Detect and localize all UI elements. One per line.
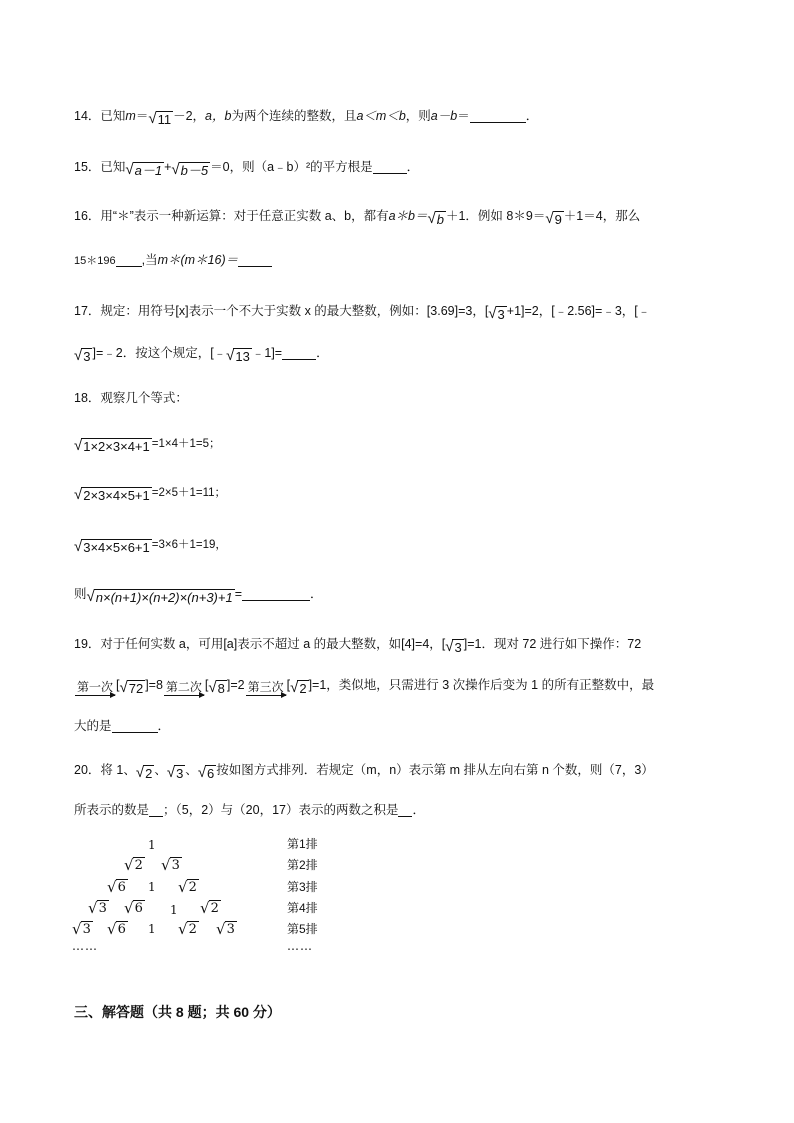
tri-r2-1: √ 2 (124, 856, 143, 874)
q17-text-3: ]=﹣2．按这个规定，[﹣ (92, 346, 227, 360)
question-19-line-1: 19．对于任何实数 a，可用[a]表示不超过 a 的最大整数，如[4]=4，[ √ 3 ]=1．现对 72 进行如下操作：72 (74, 637, 642, 655)
tri-r3-2: 1 (148, 880, 156, 894)
q15-end: ． (406, 160, 420, 174)
q14-tail: ＝ (457, 109, 470, 123)
q14-prefix: 14．已知 (74, 109, 126, 123)
q16-text: 16．用“＊”表示一种新运算：对于任意正实数 a、b，都有 (74, 209, 389, 223)
q18-answer-blank[interactable] (242, 586, 310, 601)
q14-sqrt: √ 11 (148, 110, 172, 127)
q14-expr: a－b (430, 109, 458, 123)
question-17-line-2 (74, 342, 329, 364)
q15-plus: + (164, 160, 172, 174)
q17-sqrt-3: √ 3 (488, 305, 505, 322)
q19-answer-blank[interactable] (112, 718, 158, 733)
tri-r3-1: √ 6 (107, 878, 126, 896)
tri-r2-2: √ 3 (161, 856, 180, 874)
tri-ellipsis-left: …… (72, 939, 98, 953)
q17-end: ． (316, 346, 329, 360)
q15-answer-blank[interactable] (373, 159, 407, 174)
q16-expr-1: 15＊196 (74, 255, 116, 267)
question-19-line-2: 第一次 [ √ 72 ]=8 第二次 [ √ 8 ]=2 第三次 [ √ 2 ]=1，类似地，只需进行 3 次操作后变为 1 的所有正整数中，最 (76, 678, 655, 696)
q15-sqrt-1: √ a－1 (125, 161, 163, 178)
row-label-ellipsis: …… (287, 939, 313, 953)
q16-text-2: ,当 (141, 253, 158, 267)
q16-def-tail: ＋1．例如 8＊9＝ (445, 209, 546, 223)
q17-text-4: ﹣1]= (251, 346, 283, 360)
q15-text: ＝0，则（a﹣b）²的平方根是 (210, 160, 373, 174)
q20-answer-blank-1[interactable] (149, 802, 163, 817)
q20-answer-blank-2[interactable] (398, 802, 412, 817)
q15-prefix: 15．已知 (74, 160, 126, 174)
q14-var-m: m (125, 109, 136, 123)
q14-ineq: a＜m＜b (356, 109, 406, 123)
q19-step-3-arrow: 第三次 (247, 680, 284, 694)
q14-text2: ，则 (405, 109, 431, 123)
q14-end: ． (525, 109, 539, 123)
tri-r4-2: √ 6 (124, 899, 143, 917)
q17-answer-blank[interactable] (282, 345, 316, 360)
q18-equation-4: 则 √ n×(n+1)×(n+2)×(n+3)+1 = ． (74, 587, 323, 605)
q16-sqrt-9: √ 9 (545, 210, 562, 227)
q15-sqrt-2: √ b－5 (171, 161, 209, 178)
question-14 (74, 105, 538, 127)
q16-def: a＊b＝ (388, 209, 428, 223)
tri-r5-3: 1 (148, 922, 156, 936)
q18-equation-1: √ 1×2×3×4+1 =1×4＋1=5； (74, 437, 221, 454)
row-label-2: 第2排 (287, 858, 318, 872)
q17-text-1: 17．规定：用符号[x]表示一个不大于实数 x 的最大整数，例如：[3.69]=3，[ (74, 304, 489, 318)
q16-answer-blank-2[interactable] (238, 252, 272, 267)
question-15 (74, 156, 419, 178)
q14-text1: 为两个连续的整数，且 (231, 109, 357, 123)
q16-expr-2: m＊(m＊16)＝ (157, 253, 239, 267)
q14-ab: a，b (205, 109, 232, 123)
row-label-5: 第5排 (287, 922, 318, 936)
row-label-4: 第4排 (287, 901, 318, 915)
q16-answer-blank-1[interactable] (116, 252, 142, 267)
question-17-line-1 (74, 300, 650, 322)
q14-mid: －2， (173, 109, 206, 123)
q17-sqrt-13: √ 13 (226, 347, 250, 364)
q17-text-2: +1]=2，[﹣2.56]=﹣3，[﹣ (506, 304, 651, 318)
question-16-line-2 (74, 249, 272, 272)
q19-step-1-arrow: 第一次 (76, 680, 113, 694)
q18-equation-3: √ 3×4×5×6+1 =3×6＋1=19， (74, 538, 227, 555)
tri-r4-4: √ 2 (200, 899, 219, 917)
question-19-line-3: 大的是 ． (74, 719, 171, 733)
tri-r5-2: √ 6 (107, 920, 126, 938)
q14-eq: ＝ (135, 109, 149, 123)
q14-answer-blank[interactable] (470, 108, 526, 123)
q18-equation-2: √ 2×3×4×5+1 =2×5＋1=11； (74, 486, 227, 503)
question-18-title: 18．观察几个等式： (74, 391, 188, 405)
tri-r5-4: √ 2 (178, 920, 197, 938)
tri-r1-1: 1 (148, 838, 156, 852)
tri-r5-1: √ 3 (72, 920, 91, 938)
tri-r4-3: 1 (170, 903, 178, 917)
q17-sqrt-3b: √ 3 (74, 347, 91, 364)
section-heading: 三、解答题（共 8 题；共 60 分） (74, 1004, 281, 1020)
row-label-1: 第1排 (287, 837, 318, 851)
tri-r4-1: √ 3 (88, 899, 107, 917)
question-20-line-1: 20．将 1、 √ 2 、 √ 3 、 √ 6 按如图方式排列．若规定（m，n）表示第 m 排从左向右第 n 个数，则（7，3） (74, 763, 654, 781)
question-16-line-1 (74, 205, 640, 227)
tri-r3-3: √ 2 (178, 878, 197, 896)
q16-example-tail: ＋1＝4，那么 (563, 209, 641, 223)
tri-r5-5: √ 3 (216, 920, 235, 938)
question-20-line-2: 所表示的数是 ；（5，2）与（20，17）表示的两数之积是 ． (74, 803, 425, 817)
q16-sqrt-b: √ b (427, 210, 444, 227)
row-label-3: 第3排 (287, 880, 318, 894)
q19-step-2-arrow: 第二次 (165, 680, 202, 694)
